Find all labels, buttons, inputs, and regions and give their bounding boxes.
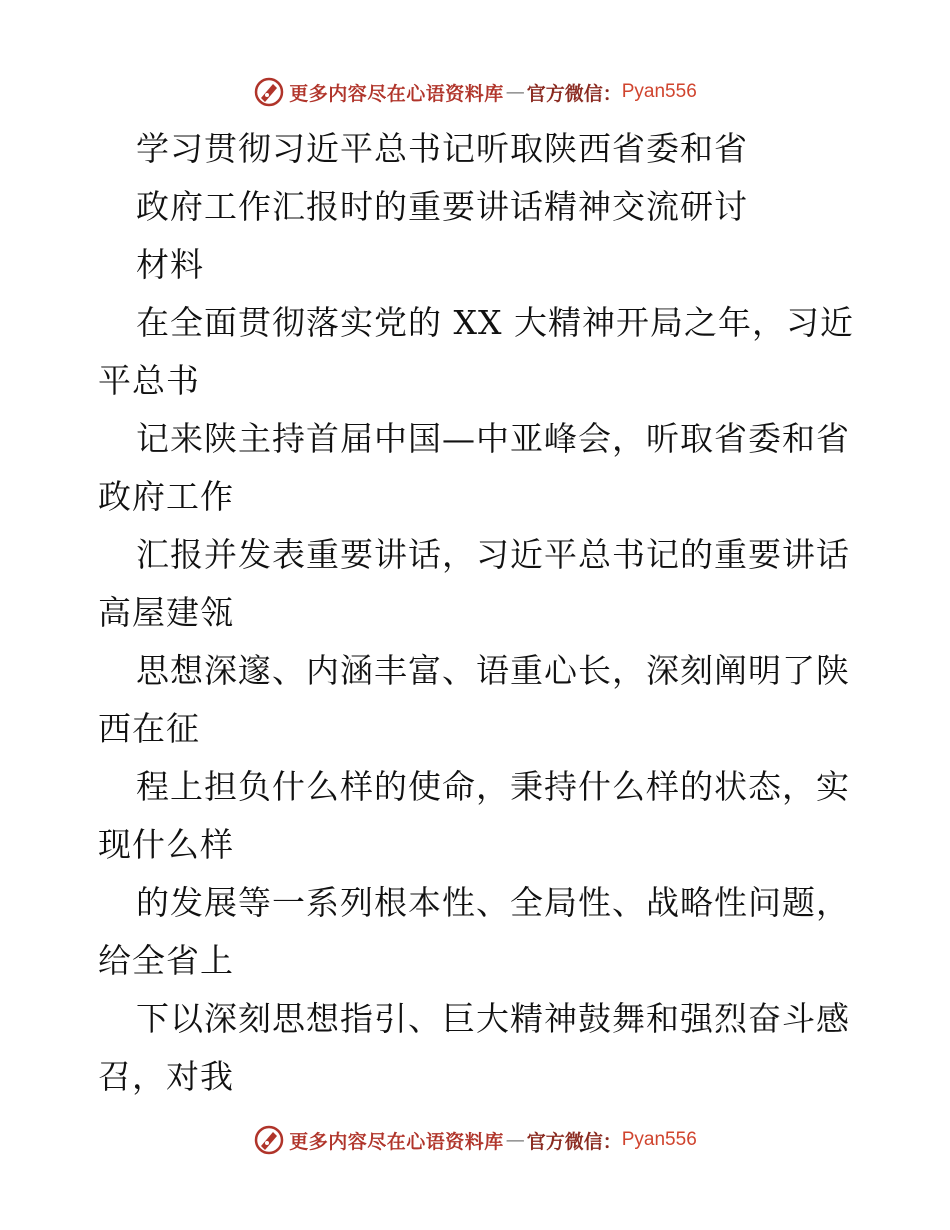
paragraph-line: 西在征	[98, 709, 200, 748]
paragraph-line: 记来陕主持首届中国—中亚峰会，听取省委和省	[136, 419, 850, 458]
pen-logo-icon	[253, 1124, 285, 1156]
paragraph-line: 现什么样	[98, 825, 234, 864]
banner-dash: —	[505, 81, 525, 103]
title-line: 材料	[136, 245, 204, 284]
paragraph-line: 召，对我	[98, 1057, 234, 1096]
paragraph-line: 汇报并发表重要讲话，习近平总书记的重要讲话	[136, 535, 850, 574]
paragraph-line: 程上担负什么样的使命，秉持什么样的状态，实	[136, 767, 850, 806]
paragraph-line: 的发展等一系列根本性、全局性、战略性问题，	[136, 883, 850, 922]
banner-wechat-label: 官方微信：	[526, 1130, 622, 1153]
banner-text: 更多内容尽在心语资料库	[289, 82, 504, 105]
paragraph-line: 平总书	[98, 361, 200, 400]
title-line: 学习贯彻习近平总书记听取陕西省委和省	[136, 129, 748, 168]
paragraph-line: 下以深刻思想指引、巨大精神鼓舞和强烈奋斗感	[136, 999, 850, 1038]
paragraph-line: 政府工作	[98, 477, 234, 516]
banner-text: 更多内容尽在心语资料库	[289, 1130, 504, 1153]
banner-dash: —	[505, 1129, 525, 1151]
banner-wechat-id: Pyan556	[621, 1129, 697, 1150]
paragraph-line: 在全面贯彻落实党的 XX 大精神开局之年，习近	[136, 303, 854, 342]
banner-wechat-label: 官方微信：	[526, 82, 622, 105]
banner-wechat-id: Pyan556	[621, 81, 697, 102]
paragraph-line: 思想深邃、内涵丰富、语重心长，深刻阐明了陕	[136, 651, 850, 690]
footer-watermark-banner	[0, 1120, 950, 1160]
paragraph-line: 高屋建瓴	[98, 593, 234, 632]
pen-logo-icon	[253, 76, 285, 108]
title-line: 政府工作汇报时的重要讲话精神交流研讨	[136, 187, 748, 226]
paragraph-line: 给全省上	[98, 941, 234, 980]
header-watermark-banner	[0, 72, 950, 112]
